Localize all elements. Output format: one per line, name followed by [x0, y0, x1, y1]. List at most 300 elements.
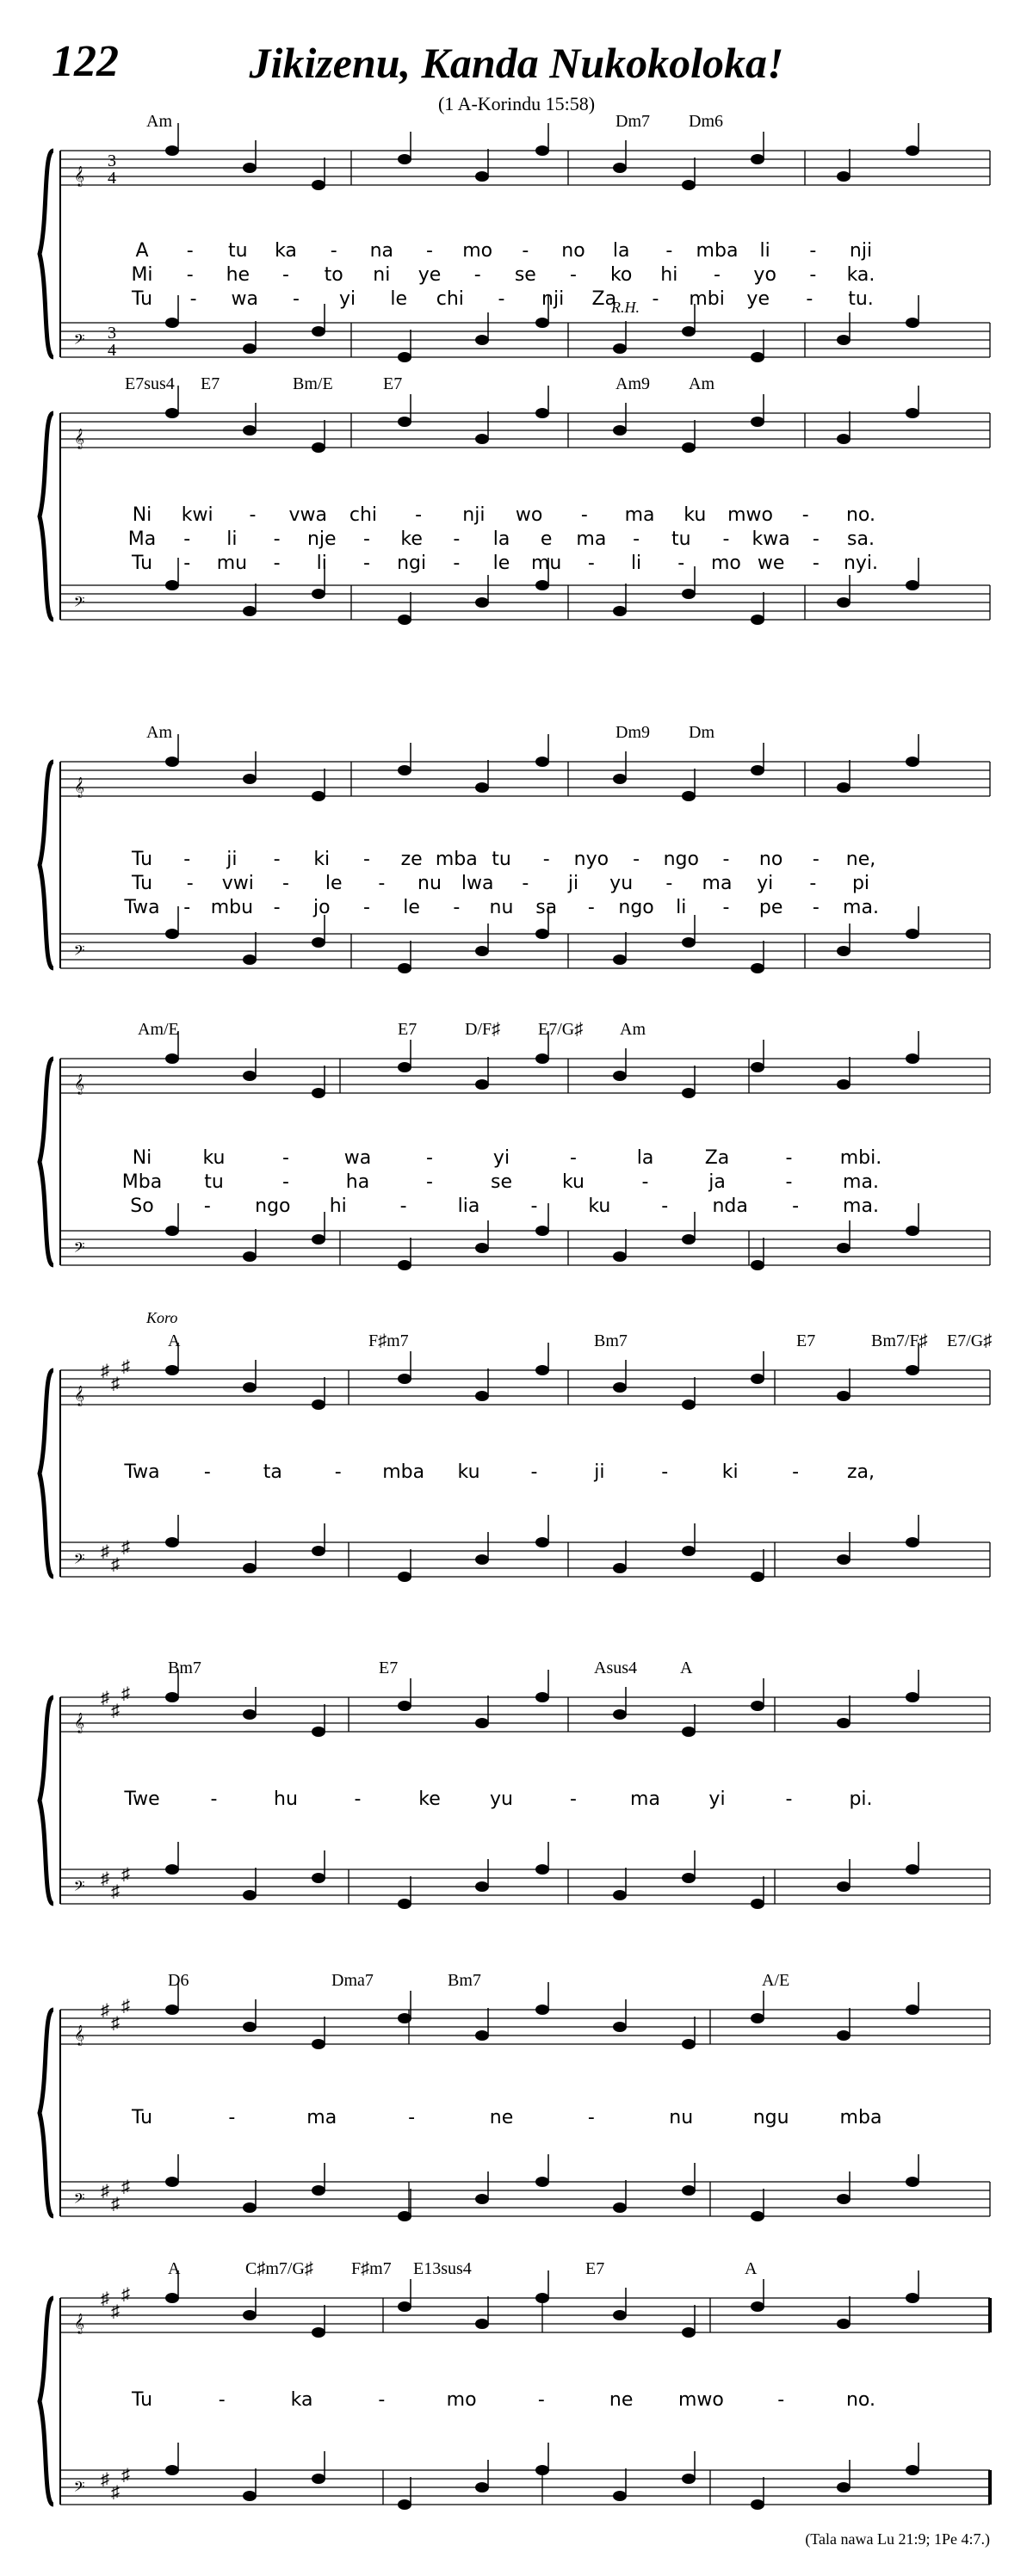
lyric-syllable: chi — [349, 504, 378, 526]
chord-symbol: Bm/E — [293, 374, 333, 393]
lyric-syllable: - — [785, 1147, 793, 1169]
note-head — [312, 2327, 325, 2338]
note-head — [165, 1365, 179, 1375]
lyric-syllable: Twe — [124, 1788, 160, 1810]
chord-symbol: A — [745, 2259, 758, 2278]
sharp-icon: ♯ — [121, 2466, 130, 2485]
note-head — [243, 1563, 257, 1573]
note-head — [165, 2465, 179, 2475]
lyric-syllable: li — [676, 897, 687, 918]
lyric-syllable: ji — [567, 873, 579, 894]
sharp-icon: ♯ — [101, 1362, 109, 1381]
time-signature: 3 — [108, 324, 116, 343]
lyric-syllable: lia — [457, 1195, 480, 1217]
note-head — [751, 2499, 764, 2510]
chord-symbol: F♯m7 — [351, 2259, 392, 2278]
lyric-syllable: se — [514, 264, 536, 286]
note-head — [682, 1234, 696, 1245]
note-head — [837, 1718, 851, 1728]
note-head — [165, 1692, 179, 1702]
note-head — [682, 1088, 696, 1098]
lyric-syllable: A — [135, 240, 149, 262]
lyric-syllable: nji — [849, 240, 873, 262]
note-head — [682, 1399, 696, 1410]
lyric-syllable: Twa — [124, 897, 160, 918]
lyric-syllable: - — [249, 504, 257, 526]
lyric-syllable: - — [210, 1788, 218, 1810]
lyric-syllable: mba — [382, 1461, 425, 1483]
lyric-syllable: - — [426, 240, 433, 262]
lyric-syllable: - — [362, 897, 370, 918]
chord-symbol: Am — [620, 1020, 646, 1039]
lyric-syllable: - — [641, 1171, 649, 1193]
lyric-syllable: mba — [696, 240, 739, 262]
note-head — [165, 318, 179, 328]
lyric-syllable: - — [330, 240, 337, 262]
sharp-icon: ♯ — [121, 1997, 130, 2016]
lyric-syllable: - — [183, 849, 191, 870]
note-head — [165, 1053, 179, 1064]
note-head — [398, 1260, 411, 1270]
note-head — [243, 1382, 257, 1393]
note-head — [837, 2482, 851, 2493]
chord-symbol: A — [168, 1331, 181, 1350]
note-head — [906, 408, 919, 418]
note-head — [475, 2194, 489, 2204]
lyric-syllable: - — [334, 1461, 342, 1483]
sharp-icon: ♯ — [111, 2483, 120, 2502]
chord-symbol: D/F♯ — [465, 1020, 501, 1039]
system-brace — [40, 2298, 53, 2505]
note-head — [475, 171, 489, 182]
bass-clef-icon: 𝄢 — [73, 1879, 85, 1898]
lyric-syllable: ye — [746, 288, 770, 310]
sharp-icon: ♯ — [101, 1542, 109, 1561]
lyric-syllable: - — [378, 2389, 386, 2411]
hand-marker: R.H. — [611, 299, 640, 316]
note-head — [837, 1554, 851, 1565]
chord-symbol: Am/E — [138, 1020, 179, 1039]
note-head — [751, 2013, 764, 2023]
lyric-syllable: ma. — [843, 1195, 879, 1217]
note-head — [243, 2202, 257, 2213]
note-head — [243, 1071, 257, 1081]
lyric-syllable: mbi — [689, 288, 725, 310]
lyric-syllable: - — [714, 264, 721, 286]
note-head — [751, 417, 764, 427]
chord-symbol: A/E — [762, 1971, 790, 1990]
lyric-syllable: yi — [757, 873, 774, 894]
lyric-syllable: - — [498, 288, 505, 310]
note-head — [165, 1537, 179, 1547]
note-head — [165, 408, 179, 418]
note-head — [398, 963, 411, 973]
lyric-syllable: nu — [489, 897, 514, 918]
note-head — [243, 1251, 257, 1262]
lyric-syllable: - — [453, 553, 461, 574]
note-head — [312, 1234, 325, 1245]
lyric-syllable: - — [812, 897, 820, 918]
lyric-syllable: - — [792, 1195, 800, 1217]
lyric-syllable: - — [785, 1788, 793, 1810]
lyric-syllable: hi — [660, 264, 678, 286]
lyric-syllable: - — [408, 2107, 416, 2128]
bass-clef-icon: 𝄢 — [73, 332, 85, 351]
chord-symbol: Dm — [689, 723, 714, 742]
lyric-syllable: - — [633, 849, 640, 870]
lyric-syllable: ma. — [843, 897, 879, 918]
treble-clef-icon: 𝄞 — [74, 1714, 84, 1733]
lyric-syllable: tu — [671, 528, 691, 550]
lyric-syllable: ngu — [752, 2107, 789, 2128]
note-head — [535, 1537, 549, 1547]
note-head — [613, 163, 627, 173]
lyric-syllable: - — [473, 264, 481, 286]
lyric-syllable: we — [757, 553, 785, 574]
lyric-syllable: - — [652, 288, 659, 310]
note-head — [475, 1079, 489, 1090]
lyric-syllable: kwi — [181, 504, 213, 526]
note-head — [312, 1088, 325, 1098]
note-head — [682, 589, 696, 599]
lyric-syllable: tu — [492, 849, 511, 870]
lyric-syllable: - — [809, 264, 817, 286]
sharp-icon: ♯ — [121, 1357, 130, 1376]
note-head — [398, 1062, 411, 1072]
note-head — [398, 352, 411, 362]
lyric-syllable: - — [186, 240, 194, 262]
lyric-syllable: le — [403, 897, 420, 918]
lyric-syllable: - — [183, 897, 191, 918]
chord-symbol: Dm6 — [689, 112, 723, 131]
lyric-syllable: - — [273, 528, 281, 550]
lyric-syllable: ne, — [845, 849, 876, 870]
lyric-syllable: Za — [591, 288, 617, 310]
note-head — [535, 1864, 549, 1875]
lyric-syllable: ke — [400, 528, 423, 550]
lyric-syllable: ku — [588, 1195, 611, 1217]
note-head — [243, 1709, 257, 1720]
sharp-icon: ♯ — [121, 2178, 130, 2196]
note-head — [312, 2474, 325, 2484]
chord-symbol: Am9 — [615, 374, 650, 393]
note-head — [535, 1226, 549, 1236]
lyric-syllable: Za — [704, 1147, 730, 1169]
lyric-syllable: vwa — [288, 504, 327, 526]
system-brace — [40, 1059, 53, 1265]
note-head — [312, 791, 325, 801]
lyric-syllable: tu — [228, 240, 248, 262]
lyric-syllable: mu — [216, 553, 248, 574]
footer-reference: (Tala nawa Lu 21:9; 1Pe 4:7.) — [805, 2530, 990, 2548]
system-brace — [40, 1370, 53, 1577]
lyric-syllable: wa — [343, 1147, 372, 1169]
note-head — [682, 442, 696, 453]
lyric-syllable: chi — [436, 288, 464, 310]
lyric-syllable: - — [812, 553, 820, 574]
note-head — [906, 1692, 919, 1702]
lyric-syllable: - — [570, 1147, 577, 1169]
lyric-syllable: - — [183, 528, 191, 550]
note-head — [751, 765, 764, 775]
lyric-syllable: vwi — [221, 873, 254, 894]
note-head — [312, 2039, 325, 2049]
note-head — [165, 2293, 179, 2303]
lyric-syllable: - — [530, 1195, 538, 1217]
treble-clef-icon: 𝄞 — [74, 1075, 84, 1094]
chord-symbol: D6 — [168, 1971, 189, 1990]
section-marker: Koro — [146, 1309, 178, 1326]
chord-symbol: Bm7 — [594, 1331, 628, 1350]
note-head — [398, 765, 411, 775]
lyric-syllable: la — [492, 528, 510, 550]
lyric-syllable: mwo — [677, 2389, 724, 2411]
sharp-icon: ♯ — [101, 2182, 109, 2201]
note-head — [475, 2030, 489, 2041]
lyric-syllable: ja — [708, 1171, 726, 1193]
lyric-syllable: ma — [630, 1788, 660, 1810]
note-head — [751, 352, 764, 362]
note-head — [312, 1546, 325, 1556]
lyric-syllable: Tu — [131, 288, 153, 310]
note-head — [398, 1572, 411, 1582]
lyric-syllable: ki — [721, 1461, 739, 1483]
sharp-icon: ♯ — [111, 2302, 120, 2321]
lyric-syllable: - — [661, 1461, 669, 1483]
lyric-syllable: ku — [457, 1461, 480, 1483]
chord-symbol: Dma7 — [331, 1971, 374, 1990]
lyric-syllable: - — [292, 288, 300, 310]
note-head — [475, 434, 489, 444]
lyric-syllable: - — [537, 2389, 545, 2411]
lyric-syllable: mba — [839, 2107, 882, 2128]
sharp-icon: ♯ — [111, 2195, 120, 2214]
lyric-syllable: wo — [515, 504, 543, 526]
chord-symbol: E7 — [383, 374, 403, 393]
lyric-syllable: Tu — [131, 2107, 153, 2128]
note-head — [682, 937, 696, 948]
lyric-syllable: - — [809, 873, 817, 894]
lyric-syllable: - — [186, 264, 194, 286]
chord-symbol: E7sus4 — [125, 374, 175, 393]
note-head — [535, 2177, 549, 2187]
note-head — [312, 2185, 325, 2196]
chord-symbol: Dm9 — [615, 723, 650, 742]
chord-symbol: A — [680, 1659, 693, 1677]
chord-symbol: E13sus4 — [413, 2259, 472, 2278]
lyric-syllable: pe — [758, 897, 783, 918]
note-head — [906, 1053, 919, 1064]
lyric-syllable: - — [183, 553, 191, 574]
note-head — [398, 417, 411, 427]
note-head — [906, 1365, 919, 1375]
lyric-syllable: - — [282, 1147, 289, 1169]
note-head — [535, 1053, 549, 1064]
lyric-syllable: - — [570, 1788, 577, 1810]
treble-clef-icon: 𝄞 — [74, 2314, 84, 2333]
note-head — [613, 1709, 627, 1720]
note-head — [165, 1226, 179, 1236]
bass-clef-icon: 𝄢 — [73, 2480, 85, 2499]
lyric-syllable: za, — [846, 1461, 875, 1483]
sharp-icon: ♯ — [121, 1865, 130, 1884]
note-head — [613, 2310, 627, 2320]
lyric-syllable: ta — [263, 1461, 282, 1483]
sharp-icon: ♯ — [121, 2285, 130, 2304]
note-head — [475, 597, 489, 608]
note-head — [682, 2474, 696, 2484]
lyric-syllable: pi — [851, 873, 870, 894]
note-head — [613, 1071, 627, 1081]
lyric-syllable: se — [491, 1171, 512, 1193]
lyric-syllable: - — [282, 873, 289, 894]
lyric-syllable: kwa — [752, 528, 790, 550]
lyric-syllable: ngo — [618, 897, 654, 918]
sharp-icon: ♯ — [121, 1538, 130, 1557]
note-head — [165, 2177, 179, 2187]
lyric-syllable: yi — [708, 1788, 726, 1810]
lyric-syllable: - — [189, 288, 197, 310]
lyric-syllable: nji — [462, 504, 486, 526]
scripture-reference: (1 A-Korindu 15:58) — [437, 93, 596, 114]
note-head — [613, 425, 627, 436]
note-head — [682, 1546, 696, 1556]
lyric-syllable: nyi. — [843, 553, 879, 574]
lyric-syllable: nji — [541, 288, 565, 310]
sharp-icon: ♯ — [101, 2470, 109, 2489]
chord-symbol: Bm7/F♯ — [871, 1331, 928, 1350]
note-head — [837, 171, 851, 182]
sharp-icon: ♯ — [101, 2001, 109, 2020]
lyric-syllable: ne — [489, 2107, 514, 2128]
lyric-syllable: - — [186, 873, 194, 894]
note-head — [682, 1727, 696, 1737]
note-head — [475, 946, 489, 956]
system-brace — [40, 1697, 53, 1904]
lyric-syllable: to — [324, 264, 343, 286]
note-head — [398, 1701, 411, 1711]
lyric-syllable: he — [226, 264, 251, 286]
lyric-syllable: yu — [609, 873, 634, 894]
note-head — [682, 1873, 696, 1883]
lyric-syllable: - — [453, 897, 461, 918]
note-head — [613, 606, 627, 616]
note-head — [613, 1563, 627, 1573]
note-head — [398, 2211, 411, 2221]
note-head — [535, 145, 549, 156]
system-brace — [40, 2010, 53, 2216]
lyric-syllable: ke — [418, 1788, 441, 1810]
lyric-syllable: ji — [226, 849, 238, 870]
note-head — [243, 774, 257, 784]
lyric-syllable: ha — [345, 1171, 370, 1193]
sharp-icon: ♯ — [111, 1702, 120, 1720]
lyric-syllable: lwa — [461, 873, 494, 894]
lyric-syllable: ne — [609, 2389, 634, 2411]
note-head — [837, 2319, 851, 2329]
note-head — [475, 335, 489, 345]
lyric-syllable: la — [636, 1147, 654, 1169]
lyric-syllable: - — [203, 1195, 211, 1217]
lyric-syllable: ma — [306, 2107, 337, 2128]
note-head — [243, 2310, 257, 2320]
note-head — [475, 1881, 489, 1892]
lyric-syllable: Ma — [127, 528, 157, 550]
note-head — [312, 180, 325, 190]
lyric-syllable: - — [228, 2107, 236, 2128]
note-head — [906, 929, 919, 939]
lyric-syllable: tu. — [848, 288, 874, 310]
hymn-title: Jikizenu, Kanda Nukokoloka! — [249, 39, 784, 87]
lyric-syllable: mba — [435, 849, 478, 870]
lyric-syllable: jo — [312, 897, 331, 918]
note-head — [535, 408, 549, 418]
lyric-syllable: - — [273, 897, 281, 918]
lyric-syllable: ku — [684, 504, 707, 526]
lyric-syllable: mo — [462, 240, 493, 262]
system-brace — [40, 762, 53, 968]
note-head — [475, 2482, 489, 2493]
note-head — [837, 1391, 851, 1401]
treble-clef-icon: 𝄞 — [74, 1387, 84, 1405]
lyric-syllable: ko — [609, 264, 633, 286]
lyric-syllable: - — [806, 288, 813, 310]
note-head — [312, 1873, 325, 1883]
chord-symbol: E7 — [796, 1331, 816, 1350]
note-head — [682, 2185, 696, 2196]
lyric-syllable: - — [522, 240, 529, 262]
note-head — [751, 1374, 764, 1384]
note-head — [837, 434, 851, 444]
lyric-syllable: ka — [290, 2389, 313, 2411]
lyric-syllable: - — [522, 873, 529, 894]
sharp-icon: ♯ — [101, 1869, 109, 1888]
lyric-syllable: ye — [418, 264, 442, 286]
lyric-syllable: ze — [400, 849, 423, 870]
lyric-syllable: tu — [204, 1171, 224, 1193]
lyric-syllable: no. — [845, 504, 876, 526]
note-head — [751, 1572, 764, 1582]
note-head — [751, 2301, 764, 2312]
note-head — [243, 1890, 257, 1900]
lyric-syllable: ma — [624, 504, 655, 526]
bass-clef-icon: 𝄢 — [73, 595, 85, 614]
chord-symbol: A — [168, 2259, 181, 2278]
note-head — [751, 154, 764, 164]
note-head — [535, 2293, 549, 2303]
note-head — [535, 757, 549, 767]
treble-clef-icon: 𝄞 — [74, 429, 84, 448]
note-head — [535, 1365, 549, 1375]
lyric-syllable: - — [633, 528, 640, 550]
lyric-syllable: - — [273, 849, 281, 870]
lyric-syllable: no — [561, 240, 585, 262]
chord-symbol: Am — [146, 723, 172, 742]
note-head — [613, 2022, 627, 2032]
note-head — [906, 757, 919, 767]
lyric-syllable: yi — [492, 1147, 510, 1169]
lyric-syllable: e — [540, 528, 553, 550]
note-head — [751, 2211, 764, 2221]
lyric-syllable: no — [758, 849, 783, 870]
note-head — [837, 1243, 851, 1253]
lyric-syllable: ma — [576, 528, 607, 550]
lyric-syllable: - — [785, 1171, 793, 1193]
sharp-icon: ♯ — [101, 1689, 109, 1708]
note-head — [312, 589, 325, 599]
note-head — [475, 1554, 489, 1565]
lyric-syllable: - — [362, 528, 370, 550]
